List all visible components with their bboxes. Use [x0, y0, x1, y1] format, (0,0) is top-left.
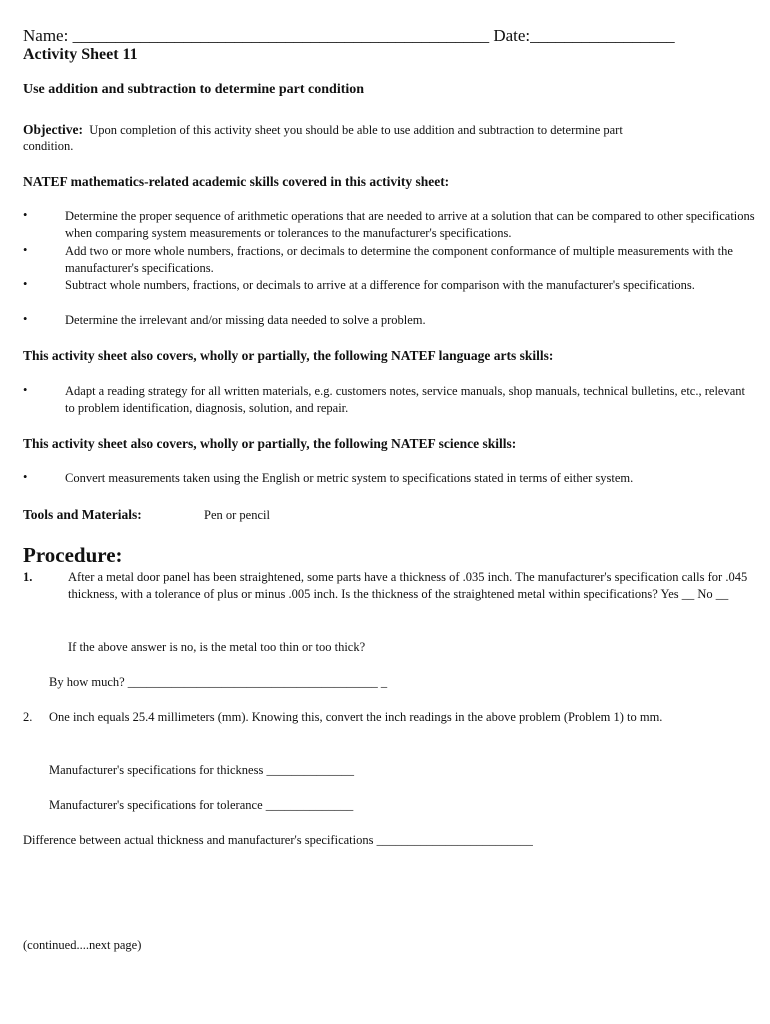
question-2-text: One inch equals 25.4 millimeters (mm). Knowing this, convert the inch readings in the above problem (Problem 1) to mm. [49, 710, 663, 724]
procedure-title: Procedure: [23, 543, 123, 567]
bullet: • [23, 470, 28, 484]
objective-line [23, 121, 623, 139]
list-item-text: Convert measurements taken using the English or metric system to specifications stated in terms of either system. [65, 471, 634, 485]
question-2-tolerance: Manufacturer's specifications for tolerance ______________ [49, 798, 354, 812]
objective-label: Objective: [23, 122, 83, 137]
objective-text: Upon completion of this activity sheet you should be able to use addition and subtraction to determine part [89, 123, 623, 137]
list-item-text: Add two or more whole numbers, fractions, or decimals to determine the component conformance of multiple measurements with the manufacturer's specifications. [65, 244, 733, 275]
name-date-line: Name: _________________________________________________ Date:_________________ [23, 26, 675, 45]
objective-text-cont: condition. [23, 139, 74, 153]
sheet-title: Activity Sheet 11 [23, 46, 138, 63]
question-1-by-how-much: By how much? ________________________________________ _ [49, 675, 388, 689]
sheet-subtitle: Use addition and subtraction to determine part condition [23, 82, 365, 97]
question-1-text: After a metal door panel has been straightened, some parts have a thickness of .035 inch. The manufacturer's specification calls for .045 thickness, with a tolerance of plus or minus .005 inch. Is the thickness of the straightened metal within specifications? Yes __ No __ [68, 570, 748, 601]
list-item-text: Determine the proper sequence of arithmetic operations that are needed to arrive at a solution that can be compared to other specifications when comparing system measurements or tolerances to the manufacturer's specifications. [65, 209, 755, 240]
question-1-number: 1. [23, 570, 33, 584]
question-1-followup: If the above answer is no, is the metal too thin or too thick? [68, 640, 366, 654]
question-2-difference: Difference between actual thickness and manufacturer's specifications _________________________ [23, 833, 533, 847]
bullet: • [23, 277, 28, 291]
bullet: • [23, 243, 28, 257]
question-2-number: 2. [23, 710, 33, 724]
list-item-text: Adapt a reading strategy for all written materials, e.g. customers notes, service manuals, shop manuals, technical bulletins, etc., relevant to problem identification, diagnosis, solution, and repair. [65, 384, 745, 415]
science-skills-heading: This activity sheet also covers, wholly or partially, the following NATEF science skills: [23, 436, 517, 451]
list-item-text: Determine the irrelevant and/or missing data needed to solve a problem. [65, 313, 426, 327]
continued-note: (continued....next page) [23, 938, 142, 952]
question-2-thickness: Manufacturer's specifications for thickness ______________ [49, 763, 354, 777]
tools-label: Tools and Materials: [23, 507, 142, 522]
tools-value: Pen or pencil [204, 508, 270, 522]
list-item-text: Subtract whole numbers, fractions, or decimals to arrive at a difference for comparison with the manufacturer's specifications. [65, 278, 695, 292]
math-skills-heading: NATEF mathematics-related academic skills covered in this activity sheet: [23, 174, 450, 189]
bullet: • [23, 208, 28, 222]
bullet: • [23, 312, 28, 326]
bullet: • [23, 383, 28, 397]
language-skills-heading: This activity sheet also covers, wholly or partially, the following NATEF language arts skills: [23, 348, 554, 363]
